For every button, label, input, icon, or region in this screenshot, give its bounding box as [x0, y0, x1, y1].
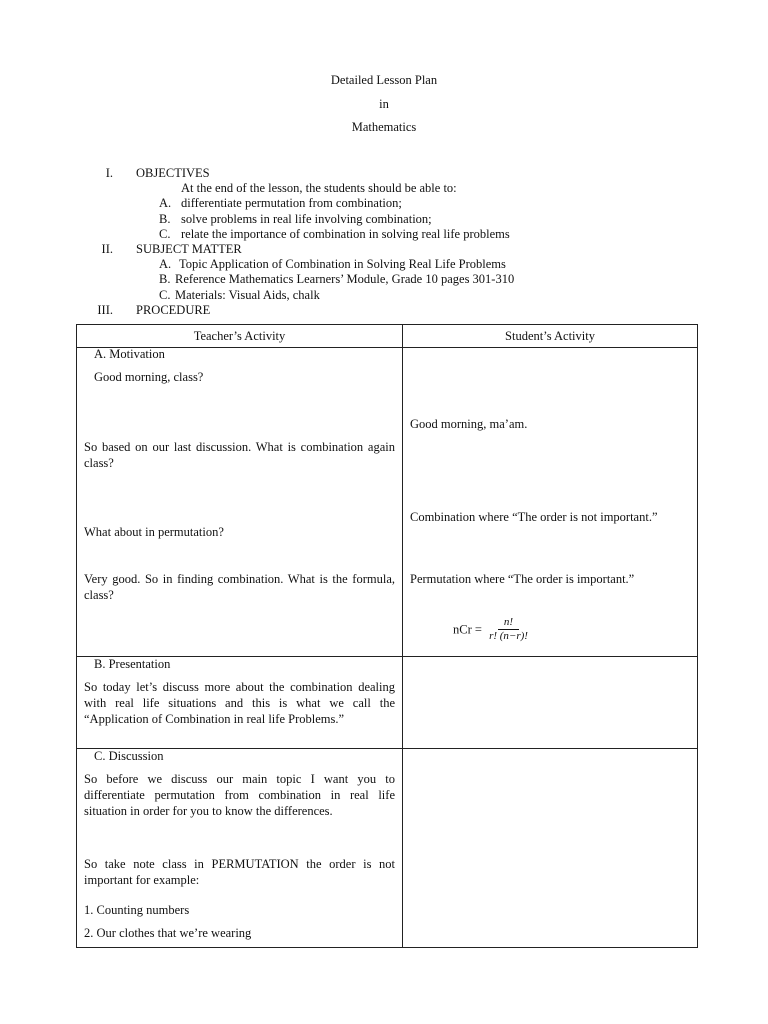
objective-letter-a: A. — [159, 196, 172, 210]
discussion-teacher-cell — [77, 749, 403, 948]
motivation-heading: A. Motivation — [94, 347, 165, 361]
doc-title: Detailed Lesson Plan — [330, 73, 438, 87]
motivation-teacher-line-1: Good morning, class? — [94, 370, 204, 384]
teacher-activity-header: Teacher’s Activity — [77, 325, 403, 348]
motivation-teacher-line-4: Very good. So in finding combination. What is the formula, class? — [84, 572, 395, 602]
discussion-teacher-line-4: 2. Our clothes that we’re wearing — [84, 926, 252, 940]
doc-subject: Mathematics — [351, 120, 417, 134]
subject-text-a: Topic Application of Combination in Solving Real Life Problems — [179, 257, 506, 271]
objective-text-c: relate the importance of combination in solving real life problems — [181, 227, 510, 241]
discussion-teacher-line-1: So before we discuss our main topic I want you to differentiate permutation from combination in real life situation in order for you to know the differences. — [84, 772, 395, 818]
presentation-teacher-line-1: So today let’s discuss more about the combination dealing with real life situations and this is what we call the “Application of Combination in real life Problems.” — [84, 680, 395, 726]
subject-letter-a: A. — [159, 257, 172, 271]
formula-denominator: r! (n−r)! — [489, 630, 528, 642]
motivation-student-line-1: Good morning, ma’am. — [410, 417, 528, 431]
doc-subtitle-in: in — [379, 97, 389, 111]
procedure-number: III. — [97, 303, 113, 317]
motivation-teacher-line-3: What about in permutation? — [84, 525, 224, 539]
motivation-student-cell — [403, 348, 698, 657]
subject-letter-c: C. — [159, 288, 171, 302]
objectives-heading: OBJECTIVES — [136, 166, 210, 180]
presentation-teacher-cell — [77, 657, 403, 749]
objective-text-b: solve problems in real life involving combination; — [181, 212, 432, 226]
presentation-heading: B. Presentation — [94, 657, 171, 671]
subject-letter-b: B. — [159, 272, 171, 286]
subject-text-b: Reference Mathematics Learners’ Module, Grade 10 pages 301-310 — [175, 272, 515, 286]
presentation-student-cell — [403, 657, 698, 749]
discussion-teacher-line-3: 1. Counting numbers — [84, 903, 190, 917]
discussion-heading: C. Discussion — [94, 749, 164, 763]
subject-matter-heading: SUBJECT MATTER — [136, 242, 242, 256]
student-activity-header: Student’s Activity — [403, 325, 698, 348]
objective-text-a: differentiate permutation from combination; — [181, 196, 402, 210]
motivation-teacher-line-2: So based on our last discussion. What is combination again class? — [84, 440, 395, 470]
subject-matter-number: II. — [101, 242, 113, 256]
discussion-teacher-line-2: So take note class in PERMUTATION the order is not important for example: — [84, 857, 395, 887]
objectives-intro: At the end of the lesson, the students should be able to: — [181, 181, 457, 195]
objective-letter-b: B. — [159, 212, 171, 226]
objective-letter-c: C. — [159, 227, 171, 241]
subject-text-c: Materials: Visual Aids, chalk — [175, 288, 320, 302]
motivation-student-line-2: Combination where “The order is not important.” — [410, 510, 658, 524]
objectives-number: I. — [105, 166, 113, 180]
formula-numerator: n! — [498, 616, 519, 630]
motivation-teacher-cell — [77, 348, 403, 657]
formula-lhs: nCr = — [453, 622, 482, 637]
procedure-heading: PROCEDURE — [136, 303, 211, 317]
formula-fraction — [487, 616, 530, 643]
activity-table — [76, 324, 698, 948]
discussion-student-cell — [403, 749, 698, 948]
motivation-student-line-3: Permutation where “The order is important.” — [410, 572, 635, 586]
combination-formula — [453, 616, 690, 643]
